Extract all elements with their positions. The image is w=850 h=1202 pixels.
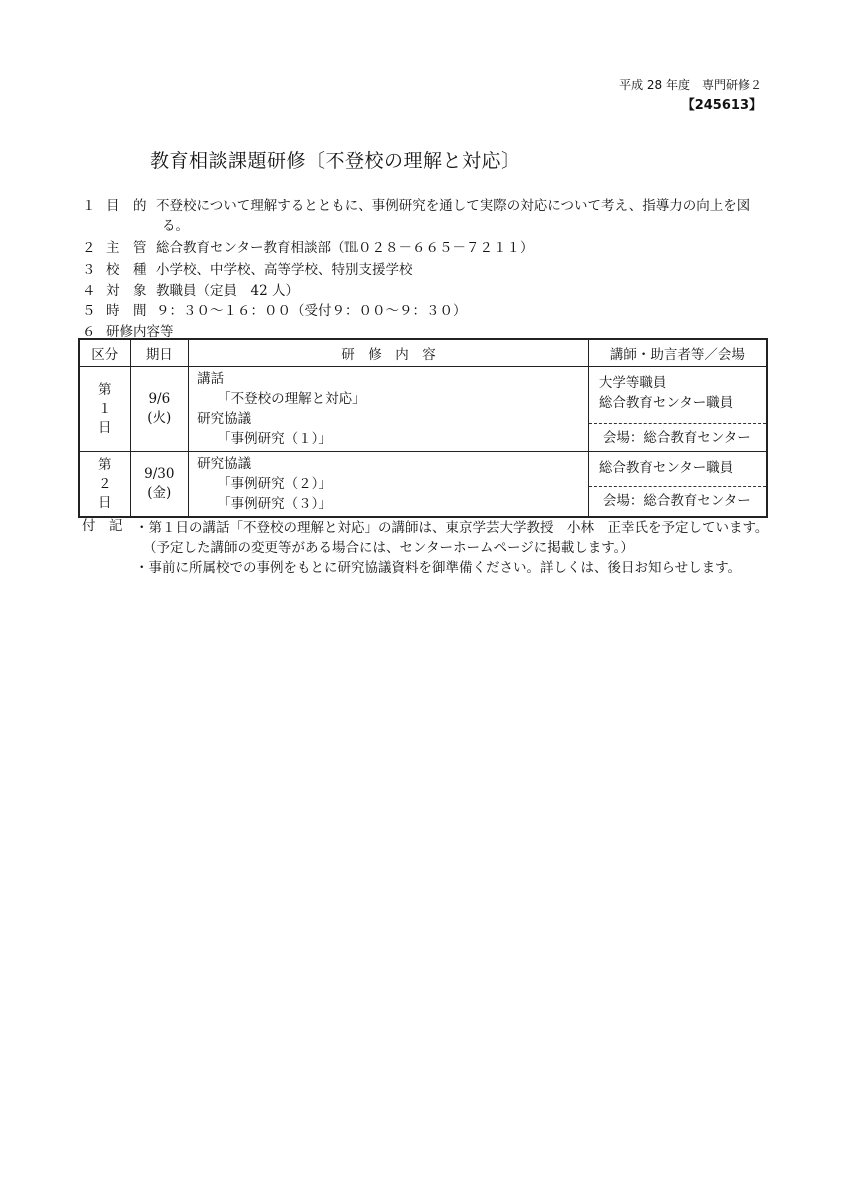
item-label: 研修内容等 [106, 324, 174, 340]
day-char: 第 [98, 381, 112, 398]
item-number: ４ [82, 283, 96, 299]
venue: 会場：総合教育センター [589, 486, 766, 511]
weekday: (金) [147, 485, 172, 501]
schedule-table [78, 338, 768, 518]
page-title: 教育相談課題研修〔不登校の理解と対応〕 [150, 150, 521, 172]
item-school-type [82, 258, 413, 278]
content-line: 「事例研究（１）」 [217, 431, 332, 447]
item-purpose [82, 194, 750, 214]
content-line: 「事例研究（３）」 [217, 496, 332, 512]
lecturer-venue-cell [588, 452, 767, 518]
note-line: ・第１日の講話「不登校の理解と対応」の講師は、東京学芸大学教授 小林 正幸氏を予定しています。 [135, 520, 769, 536]
day-char: 日 [98, 419, 112, 436]
lecturer: 総合教育センター職員 [598, 460, 734, 476]
day-char: 第 [98, 456, 112, 473]
lecturer-venue-cell [588, 367, 767, 452]
header-kubun: 区分 [79, 339, 130, 367]
note-line: ・事前に所属校での事例をもとに研究協議資料を御準備ください。詳しくは、後日お知らせします。 [135, 560, 742, 576]
item-number: ５ [82, 303, 96, 319]
content-line: 「不登校の理解と対応」 [217, 391, 366, 407]
note-line: （予定した講師の変更等がある場合には、センターホームページに掲載します。） [143, 540, 634, 556]
course-year-label: 平成 28 年度 専門研修２ [619, 78, 762, 92]
lecturer-list [589, 367, 766, 423]
course-code: 【245613】 [681, 98, 762, 113]
item-text: 教職員（定員 42 人） [156, 283, 299, 299]
item-number: ３ [82, 262, 96, 278]
content-line: 研究協議 [197, 456, 252, 472]
content-line: 講話 [197, 371, 225, 387]
weekday: (火) [147, 410, 172, 426]
header-date: 期日 [130, 339, 189, 367]
item-text: ９：３０～１６：００（受付９：００～９：３０） [156, 303, 467, 319]
table-row [79, 452, 767, 518]
item-label: 目 的 [106, 198, 147, 214]
item-label: 時 間 [106, 303, 147, 319]
lecturer: 大学等職員 [598, 375, 667, 391]
header-lecturer-venue: 講師・助言者等／会場 [588, 339, 767, 367]
item-text: 不登校について理解するとともに、事例研究を通して実際の対応について考え、指導力の向上を図 [156, 198, 751, 214]
day-char: 日 [98, 494, 112, 511]
item-target [82, 279, 299, 299]
notes-label: 付 記 [82, 518, 123, 534]
item-organizer [82, 236, 533, 256]
day-cell [79, 452, 130, 518]
item-text: 小学校、中学校、高等学校、特別支援学校 [156, 262, 413, 278]
day-number: ２ [98, 475, 112, 492]
content-line: 研究協議 [197, 411, 252, 427]
table-header-row [79, 339, 767, 367]
day-number: １ [98, 400, 112, 417]
table-row [79, 367, 767, 452]
item-content-heading [82, 320, 174, 340]
lecturer-list [589, 452, 766, 486]
date-value: 9/6 [148, 391, 171, 407]
content-cell [189, 452, 589, 518]
item-label: 主 管 [106, 240, 147, 256]
date-cell [130, 452, 189, 518]
venue: 会場：総合教育センター [589, 423, 766, 448]
lecturer: 総合教育センター職員 [598, 395, 734, 411]
item-text: 総合教育センター教育相談部（℡０２８－６６５－７２１１） [156, 240, 534, 256]
content-cell [189, 367, 589, 452]
item-number: ２ [82, 240, 96, 256]
item-label: 対 象 [106, 283, 147, 299]
item-number: １ [82, 198, 96, 214]
item-number: ６ [82, 324, 96, 340]
date-value: 9/30 [144, 466, 175, 482]
day-cell [79, 367, 130, 452]
content-line: 「事例研究（２）」 [217, 476, 332, 492]
item-text-continuation: る。 [162, 218, 189, 234]
date-cell [130, 367, 189, 452]
header-content: 研 修 内 容 [189, 339, 589, 367]
item-time [82, 299, 467, 319]
item-label: 校 種 [106, 262, 147, 278]
